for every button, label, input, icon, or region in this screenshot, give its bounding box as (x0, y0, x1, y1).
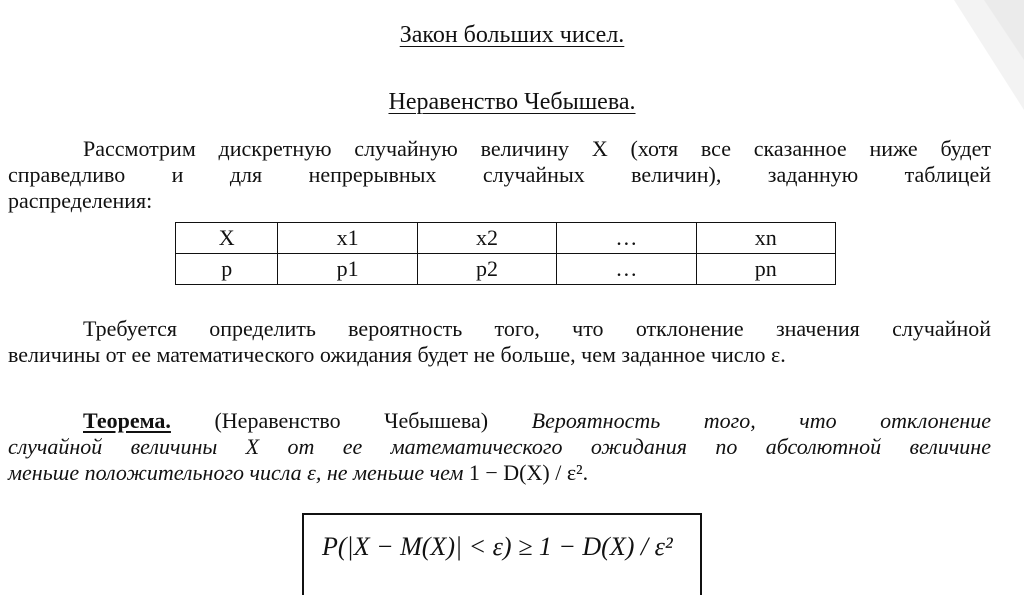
question-line-1: Требуется определить вероятность того, что отклонение значения случайной (83, 316, 991, 341)
table-row-probabilities (176, 254, 836, 285)
theorem-name: (Неравенство Чебышева) (214, 408, 489, 433)
distribution-table (175, 222, 836, 285)
question-paragraph (8, 316, 991, 368)
question-line-2: величины от ее математического ожидания будет не больше, чем заданное число ε. (8, 342, 786, 367)
slide-title: Закон больших чисел. (399, 22, 625, 48)
intro-paragraph (8, 136, 991, 214)
table-cell: … (557, 254, 696, 285)
table-cell: … (557, 223, 696, 254)
theorem-inline-formula: 1 − D(X) / ε² (468, 460, 583, 485)
table-cell: p (176, 254, 278, 285)
table-cell: xn (696, 223, 835, 254)
table-cell: pn (696, 254, 835, 285)
chebyshev-formula: P(|X − M(X)| < ε) ≥ 1 − D(X) / ε² (322, 532, 673, 561)
theorem-label: Теорема. (83, 408, 171, 433)
intro-line-2: справедливо и для непрерывных случайных величин), заданную таблицей (8, 162, 991, 187)
theorem-line-3: меньше положительного числа ε, не меньше чем (8, 460, 464, 485)
theorem-text-a: Вероятность того, что отклонение (531, 408, 992, 433)
table-cell: x1 (278, 223, 417, 254)
intro-line-3: распределения: (8, 188, 153, 213)
theorem-paragraph (8, 408, 991, 486)
table-row-values (176, 223, 836, 254)
table-cell: p1 (278, 254, 417, 285)
slide-subtitle: Неравенство Чебышева. (388, 89, 636, 115)
table-cell: p2 (417, 254, 556, 285)
table-cell: X (176, 223, 278, 254)
intro-line-1: Рассмотрим дискретную случайную величину X (хотя все сказанное ниже будет (83, 136, 991, 161)
table-cell: x2 (417, 223, 556, 254)
theorem-line-2: случайной величины X от ее математического ожидания по абсолютной величине (8, 434, 991, 459)
theorem-end: . (582, 460, 589, 485)
